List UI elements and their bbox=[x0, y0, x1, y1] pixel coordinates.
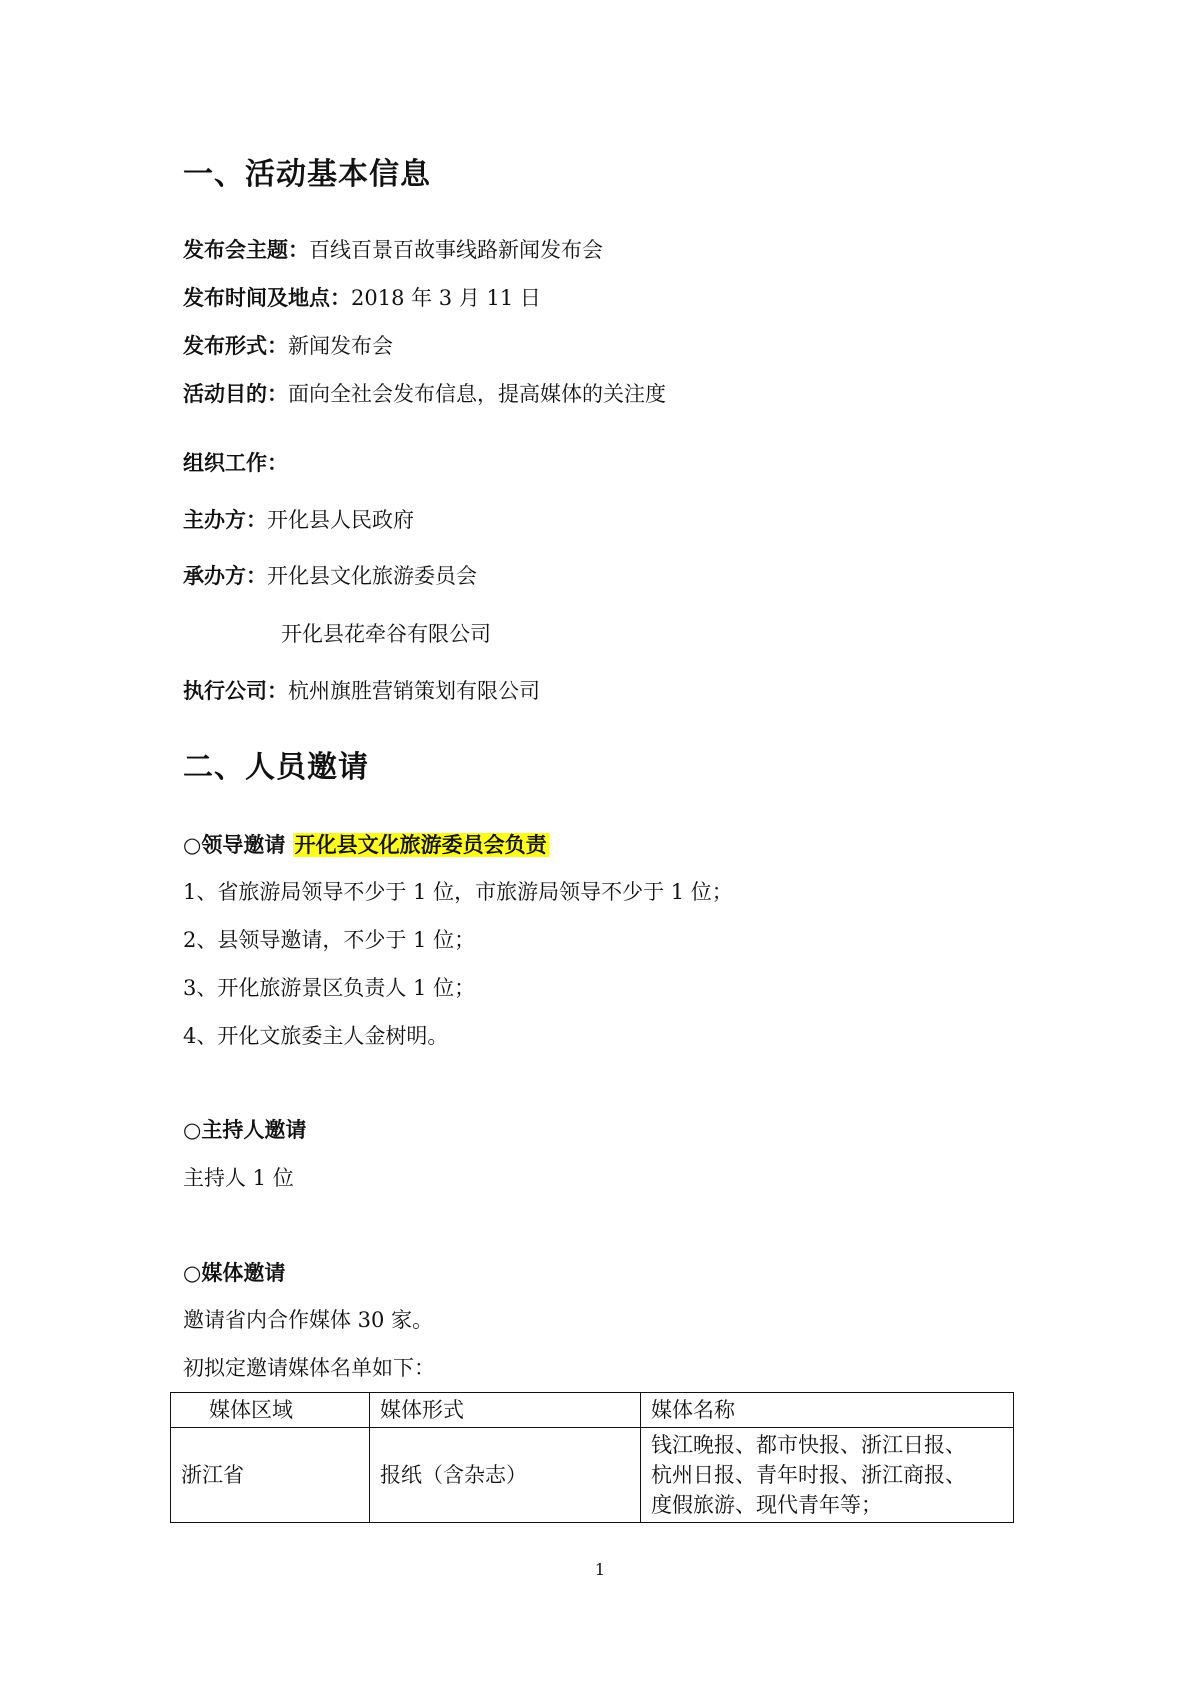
leader-heading: ○领导邀请 bbox=[183, 833, 286, 857]
media-invite-heading: ○媒体邀请 bbox=[183, 1261, 286, 1285]
theme-line bbox=[183, 235, 603, 265]
leader-item-2: 2、县领导邀请，不少于 1 位； bbox=[183, 928, 476, 952]
media-table bbox=[170, 1392, 1014, 1523]
media-names-line-3: 度假旅游、现代青年等； bbox=[651, 1493, 882, 1517]
host-value: 开化县人民政府 bbox=[267, 508, 414, 532]
leader-heading-line bbox=[183, 830, 549, 860]
organizer-value-2: 开化县花牵谷有限公司 bbox=[281, 622, 491, 646]
exec-line bbox=[183, 676, 540, 706]
form-line bbox=[183, 331, 393, 361]
section-title-basic-info: 一、活动基本信息 bbox=[183, 157, 431, 192]
media-table-header-region: 媒体区域 bbox=[171, 1393, 370, 1428]
time-line bbox=[183, 283, 541, 313]
media-table-header-row bbox=[171, 1393, 1014, 1428]
form-value: 新闻发布会 bbox=[288, 334, 393, 358]
host-line bbox=[183, 505, 414, 535]
leader-item-3: 3、开化旅游景区负责人 1 位； bbox=[183, 976, 476, 1000]
media-names-line-1: 钱江晚报、都市快报、浙江日报、 bbox=[651, 1433, 966, 1457]
org-label: 组织工作： bbox=[183, 451, 288, 475]
leader-responsible-highlight: 开化县文化旅游委员会负责 bbox=[294, 833, 547, 857]
form-label: 发布形式： bbox=[183, 334, 288, 358]
purpose-label: 活动目的： bbox=[183, 382, 288, 406]
host-invite-heading: ○主持人邀请 bbox=[183, 1118, 307, 1142]
media-table-header-names: 媒体名称 bbox=[641, 1393, 1014, 1428]
media-region-cell: 浙江省 bbox=[171, 1428, 370, 1523]
table-row bbox=[171, 1428, 1014, 1523]
time-label: 发布时间及地点： bbox=[183, 286, 351, 310]
time-value: 2018 年 3 月 11 日 bbox=[351, 286, 541, 310]
media-names-cell bbox=[641, 1428, 1014, 1523]
page-number: 1 bbox=[594, 1560, 606, 1579]
media-form-cell: 报纸（含杂志） bbox=[370, 1428, 641, 1523]
leader-item-1: 1、省旅游局领导不少于 1 位，市旅游局领导不少于 1 位； bbox=[183, 880, 733, 904]
purpose-value: 面向全社会发布信息，提高媒体的关注度 bbox=[288, 382, 666, 406]
organizer-value-1: 开化县文化旅游委员会 bbox=[267, 564, 477, 588]
leader-item-4: 4、开化文旅委主人金树明。 bbox=[183, 1024, 449, 1048]
section-title-invitation: 二、人员邀请 bbox=[183, 750, 369, 785]
media-invite-line-2: 初拟定邀请媒体名单如下： bbox=[183, 1356, 435, 1380]
theme-label: 发布会主题： bbox=[183, 238, 309, 262]
purpose-line bbox=[183, 379, 666, 409]
media-invite-line-1: 邀请省内合作媒体 30 家。 bbox=[183, 1308, 434, 1332]
media-names-line-2: 杭州日报、青年时报、浙江商报、 bbox=[651, 1463, 966, 1487]
host-invite-text: 主持人 1 位 bbox=[183, 1166, 294, 1190]
org-line bbox=[183, 448, 288, 478]
theme-value: 百线百景百故事线路新闻发布会 bbox=[309, 238, 603, 262]
media-table-header-form: 媒体形式 bbox=[370, 1393, 641, 1428]
organizer-line bbox=[183, 561, 477, 591]
host-label: 主办方： bbox=[183, 508, 267, 532]
exec-value: 杭州旗胜营销策划有限公司 bbox=[288, 679, 540, 703]
organizer-label: 承办方： bbox=[183, 564, 267, 588]
exec-label: 执行公司： bbox=[183, 679, 288, 703]
